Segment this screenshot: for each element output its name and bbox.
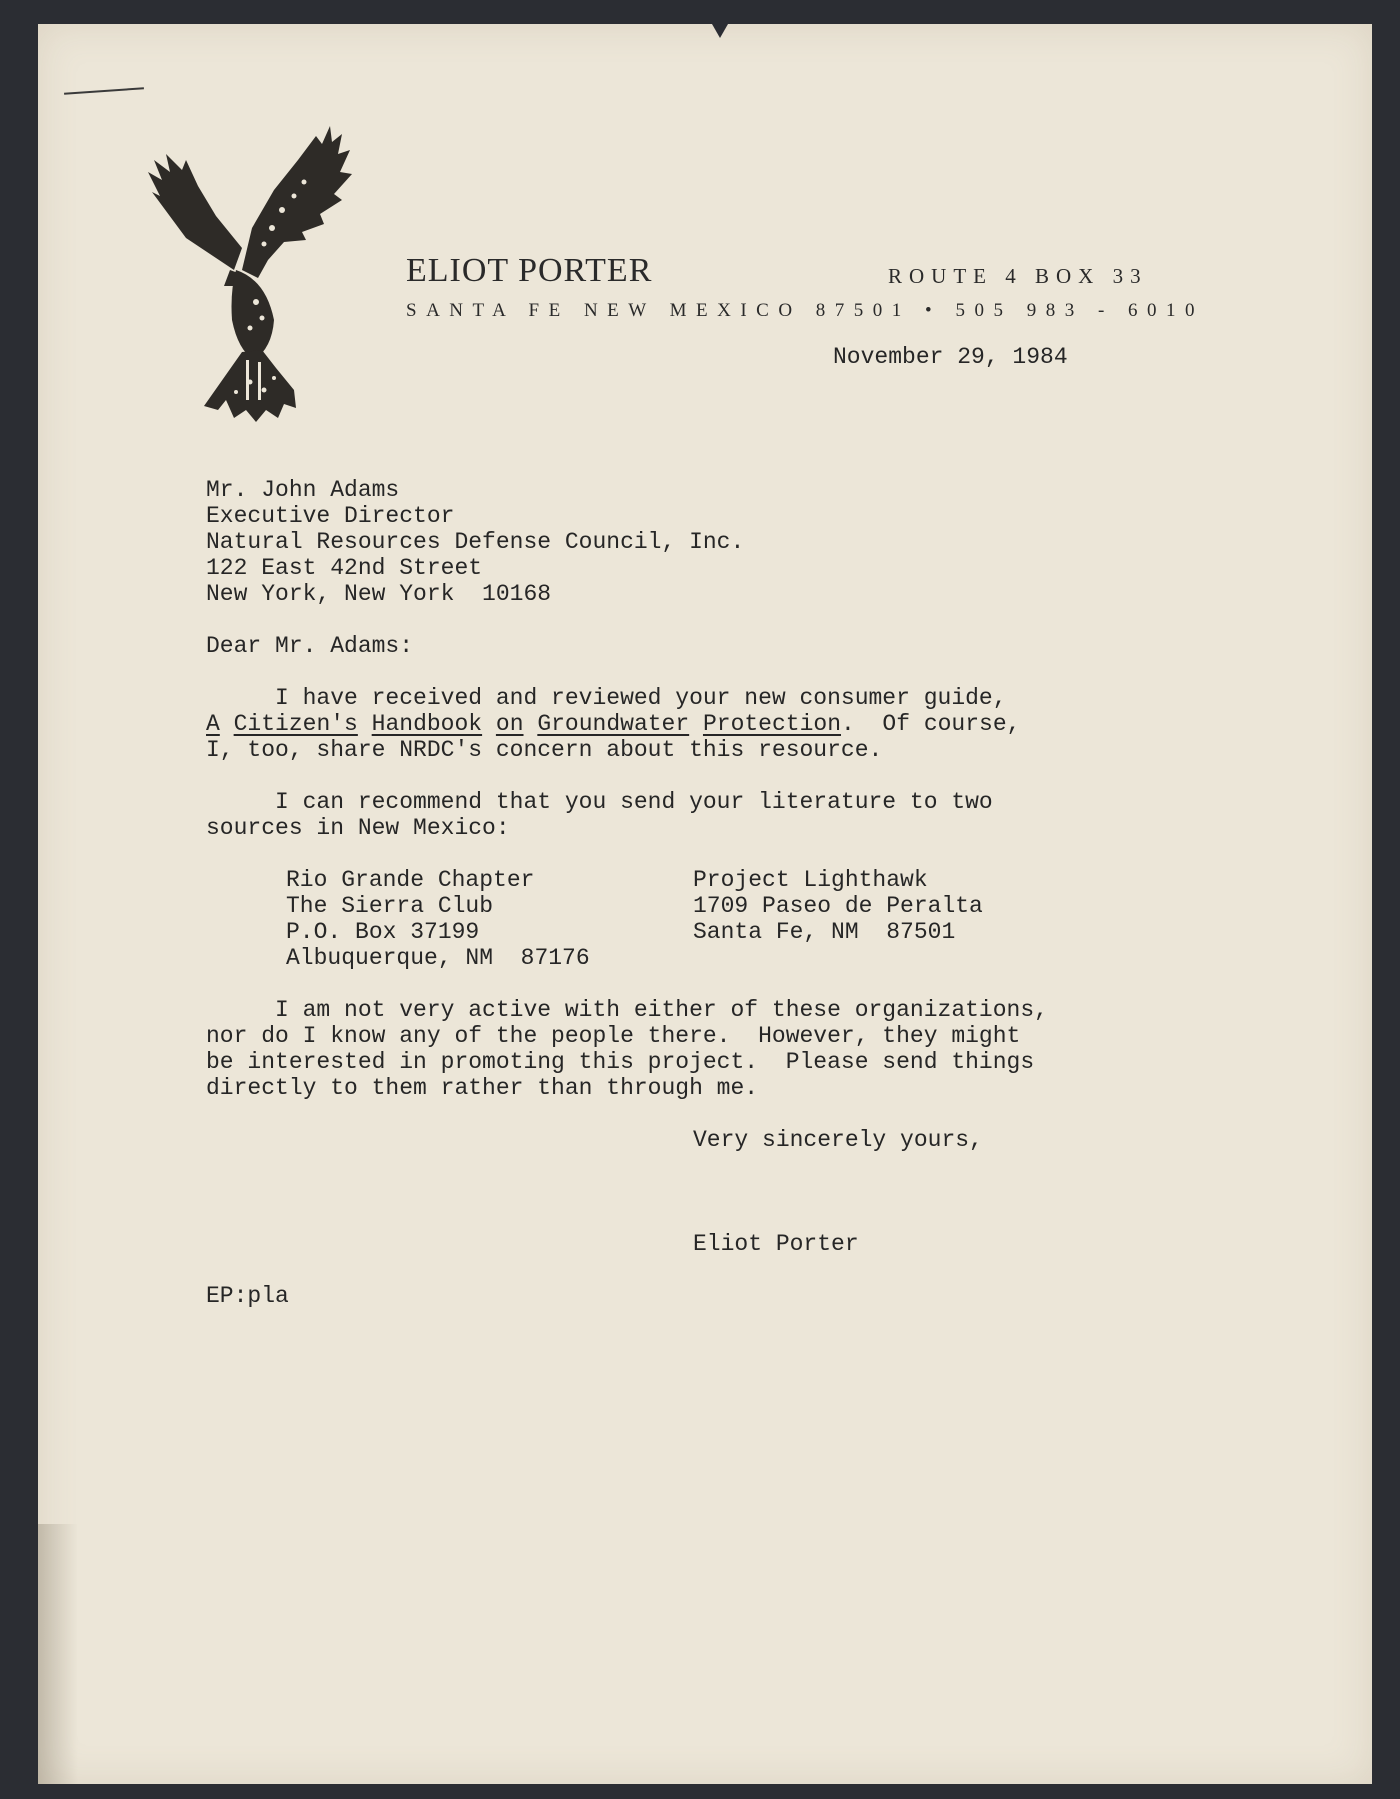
book-title-word: Protection — [702, 711, 841, 737]
salutation: Dear Mr. Adams: — [206, 633, 414, 659]
address-right-line-1: Project Lighthawk — [693, 867, 928, 893]
book-title-word: on — [495, 711, 524, 737]
letterhead-name: ELIOT PORTER — [406, 252, 653, 289]
eagle-logo-icon — [146, 120, 356, 430]
pen-mark — [64, 87, 144, 95]
paragraph-3-line-2: nor do I know any of the people there. However, they might — [206, 1023, 1021, 1049]
recipient-title: Executive Director — [206, 503, 455, 529]
recipient-name: Mr. John Adams — [206, 477, 400, 503]
recipient-street: 122 East 42nd Street — [206, 555, 483, 581]
address-left-line-3: P.O. Box 37199 — [286, 919, 480, 945]
recipient-city: New York, New York 10168 — [206, 581, 552, 607]
letter-date: November 29, 1984 — [833, 344, 1068, 370]
letter-page — [38, 24, 1372, 1784]
paragraph-1-line-1: I have received and reviewed your new consumer guide, — [206, 685, 1007, 711]
paragraph-1-line-2-rest: . Of course, — [841, 711, 1021, 737]
typist-initials: EP:pla — [206, 1283, 289, 1309]
book-title-word: Citizen's — [233, 711, 358, 737]
closing: Very sincerely yours, — [693, 1127, 983, 1153]
address-left-line-4: Albuquerque, NM 87176 — [286, 945, 590, 971]
address-left-line-2: The Sierra Club — [286, 893, 494, 919]
paragraph-1-line-2 — [206, 711, 1020, 737]
paragraph-3-line-4: directly to them rather than through me. — [206, 1075, 759, 1101]
letterhead-city-line: SANTA FE NEW MEXICO 87501 • 505 983 - 6010 — [406, 300, 1205, 321]
paper-notch — [712, 24, 728, 38]
book-title-word: Groundwater — [537, 711, 690, 737]
book-title-word: A — [206, 711, 220, 737]
book-title-word: Handbook — [371, 711, 483, 737]
address-right-line-2: 1709 Paseo de Peralta — [693, 893, 983, 919]
paragraph-2-line-1: I can recommend that you send your literature to two — [206, 789, 993, 815]
letterhead-route: ROUTE 4 BOX 33 — [888, 264, 1148, 288]
signer-name: Eliot Porter — [693, 1231, 859, 1257]
paragraph-3-line-3: be interested in promoting this project. Please send things — [206, 1049, 1035, 1075]
address-left-line-1: Rio Grande Chapter — [286, 867, 535, 893]
address-right-line-3: Santa Fe, NM 87501 — [693, 919, 956, 945]
paragraph-3-line-1: I am not very active with either of these organizations, — [206, 997, 1048, 1023]
paragraph-1-line-3: I, too, share NRDC's concern about this resource. — [206, 737, 883, 763]
paragraph-2-line-2: sources in New Mexico: — [206, 815, 510, 841]
recipient-organization: Natural Resources Defense Council, Inc. — [206, 529, 745, 555]
